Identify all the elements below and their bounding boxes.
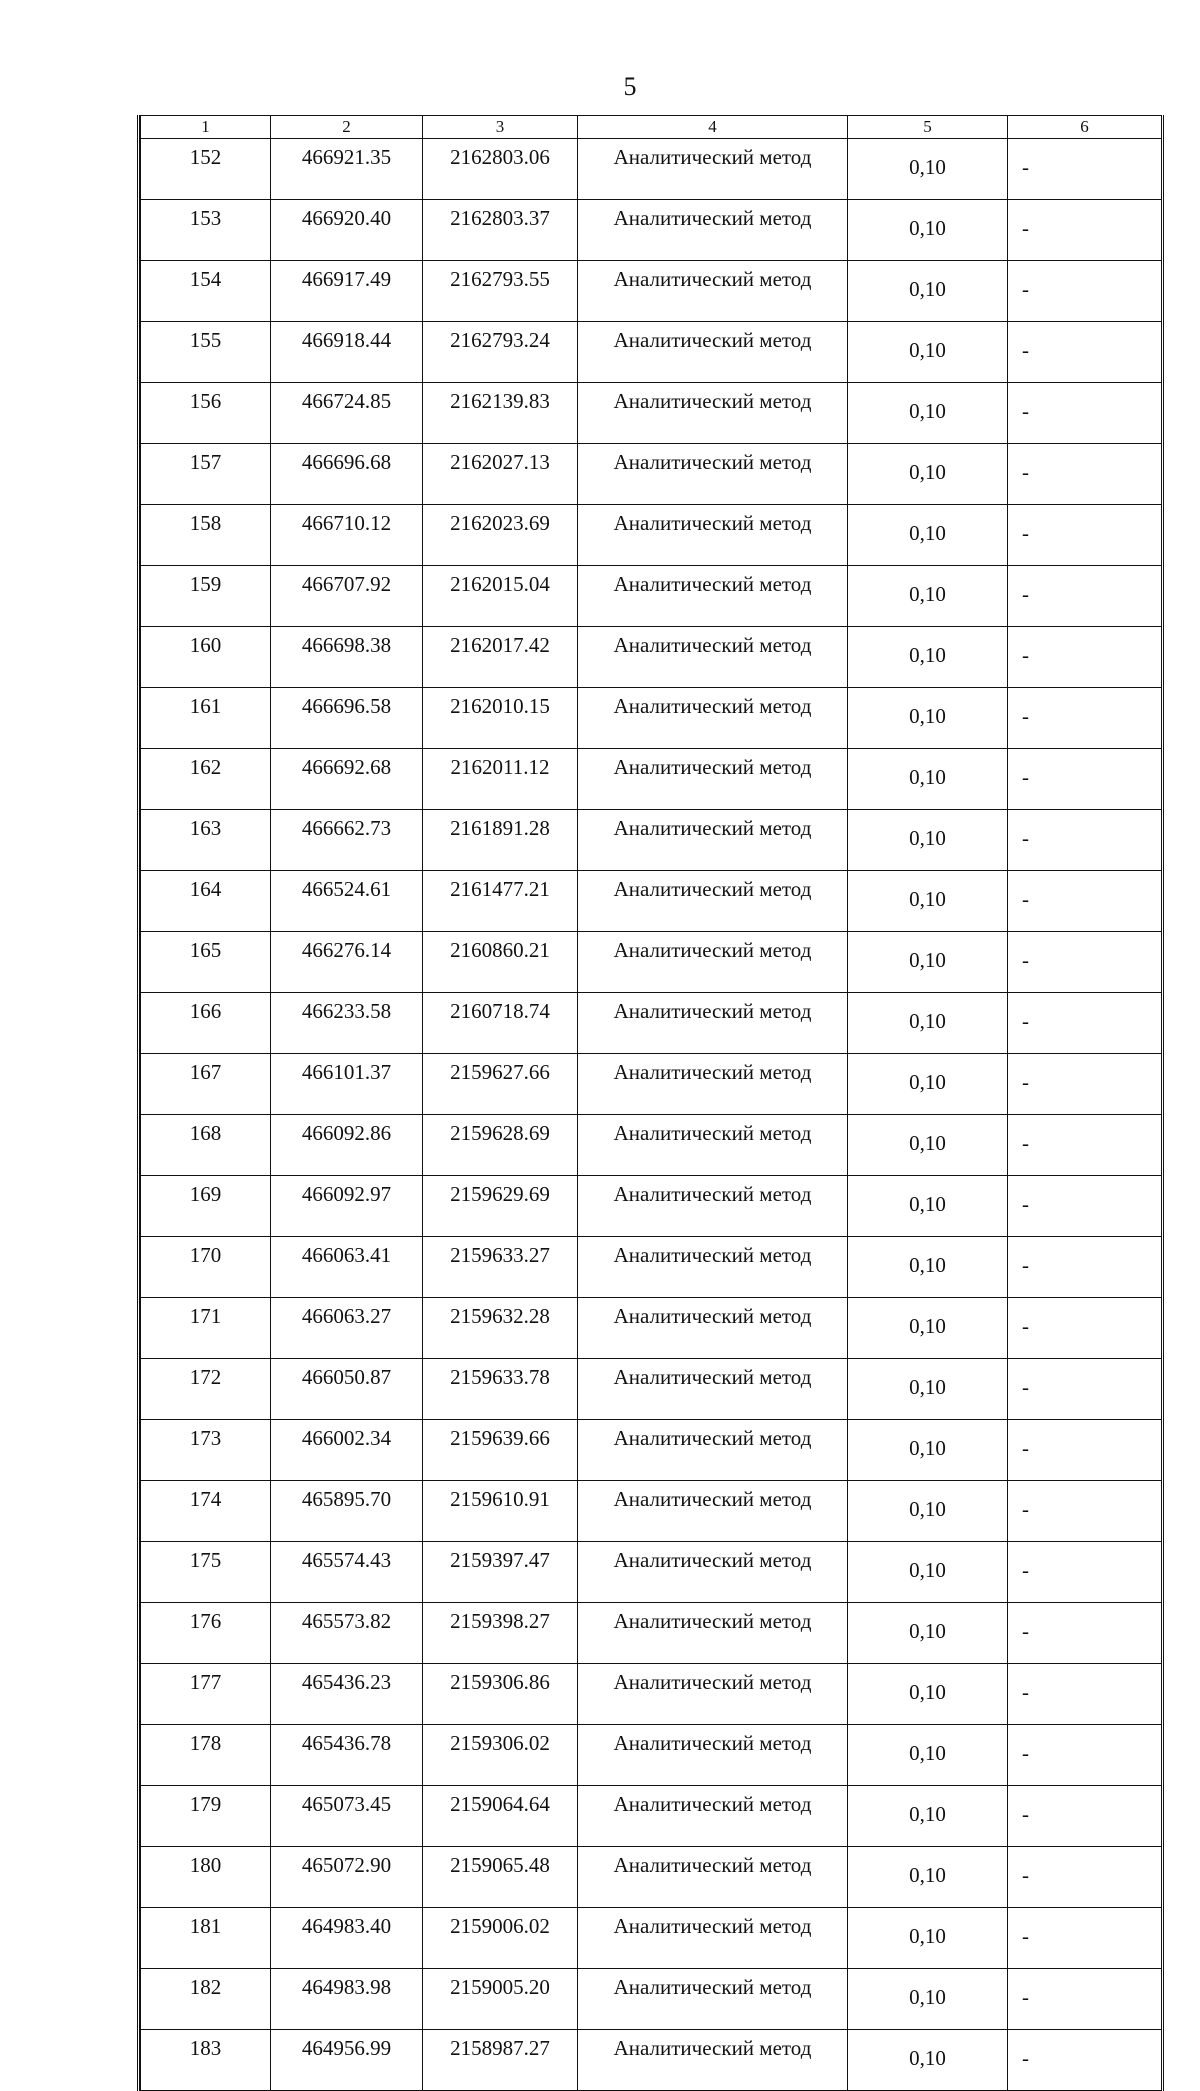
method-cell: Аналитический метод xyxy=(578,1115,848,1176)
x-coordinate-cell: 466092.97 xyxy=(271,1176,423,1237)
x-coordinate-cell: 466276.14 xyxy=(271,932,423,993)
table-row xyxy=(141,1847,1162,1908)
table-row xyxy=(141,1481,1162,1542)
table-row xyxy=(141,871,1162,932)
point-number-cell: 152 xyxy=(141,139,271,200)
point-number-cell: 167 xyxy=(141,1054,271,1115)
table-row xyxy=(141,932,1162,993)
x-coordinate-cell: 466101.37 xyxy=(271,1054,423,1115)
note-cell: - xyxy=(1008,2030,1162,2091)
method-cell: Аналитический метод xyxy=(578,2030,848,2091)
method-cell: Аналитический метод xyxy=(578,1237,848,1298)
table-row xyxy=(141,200,1162,261)
y-coordinate-cell: 2159064.64 xyxy=(423,1786,578,1847)
method-cell: Аналитический метод xyxy=(578,1969,848,2030)
point-number-cell: 162 xyxy=(141,749,271,810)
note-cell: - xyxy=(1008,749,1162,810)
y-coordinate-cell: 2161477.21 xyxy=(423,871,578,932)
point-number-cell: 178 xyxy=(141,1725,271,1786)
x-coordinate-cell: 466092.86 xyxy=(271,1115,423,1176)
x-coordinate-cell: 466698.38 xyxy=(271,627,423,688)
y-coordinate-cell: 2159627.66 xyxy=(423,1054,578,1115)
table-row xyxy=(141,1664,1162,1725)
method-cell: Аналитический метод xyxy=(578,1481,848,1542)
accuracy-cell: 0,10 xyxy=(848,1237,1008,1298)
note-cell: - xyxy=(1008,1481,1162,1542)
note-cell: - xyxy=(1008,1786,1162,1847)
x-coordinate-cell: 465436.23 xyxy=(271,1664,423,1725)
note-cell: - xyxy=(1008,1664,1162,1725)
accuracy-cell: 0,10 xyxy=(848,1664,1008,1725)
y-coordinate-cell: 2159628.69 xyxy=(423,1115,578,1176)
page-number: 5 xyxy=(623,72,637,101)
point-number-cell: 154 xyxy=(141,261,271,322)
accuracy-cell: 0,10 xyxy=(848,810,1008,871)
x-coordinate-cell: 466050.87 xyxy=(271,1359,423,1420)
method-cell: Аналитический метод xyxy=(578,932,848,993)
accuracy-cell: 0,10 xyxy=(848,993,1008,1054)
point-number-cell: 161 xyxy=(141,688,271,749)
accuracy-cell: 0,10 xyxy=(848,688,1008,749)
x-coordinate-cell: 466921.35 xyxy=(271,139,423,200)
table-row xyxy=(141,505,1162,566)
note-cell: - xyxy=(1008,810,1162,871)
table-row xyxy=(141,1603,1162,1664)
accuracy-cell: 0,10 xyxy=(848,1908,1008,1969)
point-number-cell: 168 xyxy=(141,1115,271,1176)
table-row xyxy=(141,749,1162,810)
x-coordinate-cell: 464983.40 xyxy=(271,1908,423,1969)
y-coordinate-cell: 2161891.28 xyxy=(423,810,578,871)
accuracy-cell: 0,10 xyxy=(848,1603,1008,1664)
method-cell: Аналитический метод xyxy=(578,1176,848,1237)
x-coordinate-cell: 465072.90 xyxy=(271,1847,423,1908)
method-cell: Аналитический метод xyxy=(578,322,848,383)
point-number-cell: 158 xyxy=(141,505,271,566)
x-coordinate-cell: 466692.68 xyxy=(271,749,423,810)
header-cell-3: 3 xyxy=(423,116,578,139)
table-row xyxy=(141,1115,1162,1176)
accuracy-cell: 0,10 xyxy=(848,444,1008,505)
method-cell: Аналитический метод xyxy=(578,383,848,444)
coordinates-table-frame xyxy=(137,115,1164,2091)
accuracy-cell: 0,10 xyxy=(848,1969,1008,2030)
point-number-cell: 174 xyxy=(141,1481,271,1542)
accuracy-cell: 0,10 xyxy=(848,1054,1008,1115)
table-row xyxy=(141,1786,1162,1847)
note-cell: - xyxy=(1008,1176,1162,1237)
note-cell: - xyxy=(1008,871,1162,932)
x-coordinate-cell: 465573.82 xyxy=(271,1603,423,1664)
accuracy-cell: 0,10 xyxy=(848,1542,1008,1603)
header-cell-2: 2 xyxy=(271,116,423,139)
accuracy-cell: 0,10 xyxy=(848,1420,1008,1481)
table-row xyxy=(141,444,1162,505)
accuracy-cell: 0,10 xyxy=(848,749,1008,810)
note-cell: - xyxy=(1008,1054,1162,1115)
method-cell: Аналитический метод xyxy=(578,566,848,627)
accuracy-cell: 0,10 xyxy=(848,383,1008,444)
accuracy-cell: 0,10 xyxy=(848,1847,1008,1908)
method-cell: Аналитический метод xyxy=(578,1542,848,1603)
y-coordinate-cell: 2162015.04 xyxy=(423,566,578,627)
note-cell: - xyxy=(1008,444,1162,505)
method-cell: Аналитический метод xyxy=(578,688,848,749)
y-coordinate-cell: 2159629.69 xyxy=(423,1176,578,1237)
table-row xyxy=(141,810,1162,871)
note-cell: - xyxy=(1008,383,1162,444)
method-cell: Аналитический метод xyxy=(578,505,848,566)
x-coordinate-cell: 465436.78 xyxy=(271,1725,423,1786)
y-coordinate-cell: 2159633.78 xyxy=(423,1359,578,1420)
method-cell: Аналитический метод xyxy=(578,993,848,1054)
x-coordinate-cell: 466063.27 xyxy=(271,1298,423,1359)
y-coordinate-cell: 2159006.02 xyxy=(423,1908,578,1969)
y-coordinate-cell: 2160860.21 xyxy=(423,932,578,993)
coordinates-table xyxy=(140,115,1162,2091)
table-row xyxy=(141,1969,1162,2030)
x-coordinate-cell: 466920.40 xyxy=(271,200,423,261)
y-coordinate-cell: 2162793.24 xyxy=(423,322,578,383)
x-coordinate-cell: 466696.58 xyxy=(271,688,423,749)
x-coordinate-cell: 465895.70 xyxy=(271,1481,423,1542)
y-coordinate-cell: 2159610.91 xyxy=(423,1481,578,1542)
accuracy-cell: 0,10 xyxy=(848,1786,1008,1847)
y-coordinate-cell: 2159306.86 xyxy=(423,1664,578,1725)
note-cell: - xyxy=(1008,261,1162,322)
header-cell-1: 1 xyxy=(141,116,271,139)
point-number-cell: 172 xyxy=(141,1359,271,1420)
table-body xyxy=(141,116,1162,2091)
point-number-cell: 153 xyxy=(141,200,271,261)
table-row xyxy=(141,1542,1162,1603)
note-cell: - xyxy=(1008,1420,1162,1481)
point-number-cell: 159 xyxy=(141,566,271,627)
point-number-cell: 176 xyxy=(141,1603,271,1664)
method-cell: Аналитический метод xyxy=(578,1786,848,1847)
header-cell-5: 5 xyxy=(848,116,1008,139)
table-row xyxy=(141,383,1162,444)
accuracy-cell: 0,10 xyxy=(848,1359,1008,1420)
y-coordinate-cell: 2162803.06 xyxy=(423,139,578,200)
x-coordinate-cell: 466696.68 xyxy=(271,444,423,505)
accuracy-cell: 0,10 xyxy=(848,505,1008,566)
point-number-cell: 175 xyxy=(141,1542,271,1603)
method-cell: Аналитический метод xyxy=(578,1603,848,1664)
y-coordinate-cell: 2162793.55 xyxy=(423,261,578,322)
x-coordinate-cell: 466918.44 xyxy=(271,322,423,383)
table-row xyxy=(141,566,1162,627)
header-cell-6: 6 xyxy=(1008,116,1162,139)
y-coordinate-cell: 2160718.74 xyxy=(423,993,578,1054)
header-cell-4: 4 xyxy=(578,116,848,139)
point-number-cell: 157 xyxy=(141,444,271,505)
method-cell: Аналитический метод xyxy=(578,749,848,810)
note-cell: - xyxy=(1008,1237,1162,1298)
y-coordinate-cell: 2159398.27 xyxy=(423,1603,578,1664)
note-cell: - xyxy=(1008,627,1162,688)
y-coordinate-cell: 2159005.20 xyxy=(423,1969,578,2030)
note-cell: - xyxy=(1008,322,1162,383)
point-number-cell: 164 xyxy=(141,871,271,932)
accuracy-cell: 0,10 xyxy=(848,322,1008,383)
method-cell: Аналитический метод xyxy=(578,1420,848,1481)
x-coordinate-cell: 466707.92 xyxy=(271,566,423,627)
table-row xyxy=(141,993,1162,1054)
point-number-cell: 179 xyxy=(141,1786,271,1847)
x-coordinate-cell: 466710.12 xyxy=(271,505,423,566)
point-number-cell: 170 xyxy=(141,1237,271,1298)
point-number-cell: 163 xyxy=(141,810,271,871)
y-coordinate-cell: 2159632.28 xyxy=(423,1298,578,1359)
y-coordinate-cell: 2159397.47 xyxy=(423,1542,578,1603)
x-coordinate-cell: 466917.49 xyxy=(271,261,423,322)
note-cell: - xyxy=(1008,1542,1162,1603)
y-coordinate-cell: 2159633.27 xyxy=(423,1237,578,1298)
note-cell: - xyxy=(1008,139,1162,200)
point-number-cell: 166 xyxy=(141,993,271,1054)
accuracy-cell: 0,10 xyxy=(848,1298,1008,1359)
note-cell: - xyxy=(1008,1847,1162,1908)
point-number-cell: 182 xyxy=(141,1969,271,2030)
point-number-cell: 165 xyxy=(141,932,271,993)
x-coordinate-cell: 466063.41 xyxy=(271,1237,423,1298)
x-coordinate-cell: 466524.61 xyxy=(271,871,423,932)
table-row xyxy=(141,1298,1162,1359)
point-number-cell: 173 xyxy=(141,1420,271,1481)
note-cell: - xyxy=(1008,566,1162,627)
point-number-cell: 155 xyxy=(141,322,271,383)
point-number-cell: 180 xyxy=(141,1847,271,1908)
table-row xyxy=(141,1054,1162,1115)
method-cell: Аналитический метод xyxy=(578,1359,848,1420)
note-cell: - xyxy=(1008,1298,1162,1359)
table-row xyxy=(141,1176,1162,1237)
point-number-cell: 183 xyxy=(141,2030,271,2091)
method-cell: Аналитический метод xyxy=(578,627,848,688)
method-cell: Аналитический метод xyxy=(578,810,848,871)
accuracy-cell: 0,10 xyxy=(848,871,1008,932)
note-cell: - xyxy=(1008,932,1162,993)
note-cell: - xyxy=(1008,1603,1162,1664)
note-cell: - xyxy=(1008,1359,1162,1420)
x-coordinate-cell: 466233.58 xyxy=(271,993,423,1054)
method-cell: Аналитический метод xyxy=(578,139,848,200)
method-cell: Аналитический метод xyxy=(578,444,848,505)
x-coordinate-cell: 465574.43 xyxy=(271,1542,423,1603)
method-cell: Аналитический метод xyxy=(578,200,848,261)
table-row xyxy=(141,1908,1162,1969)
note-cell: - xyxy=(1008,1969,1162,2030)
y-coordinate-cell: 2158987.27 xyxy=(423,2030,578,2091)
method-cell: Аналитический метод xyxy=(578,1054,848,1115)
table-row xyxy=(141,139,1162,200)
accuracy-cell: 0,10 xyxy=(848,932,1008,993)
accuracy-cell: 0,10 xyxy=(848,1176,1008,1237)
accuracy-cell: 0,10 xyxy=(848,139,1008,200)
table-row xyxy=(141,1237,1162,1298)
point-number-cell: 171 xyxy=(141,1298,271,1359)
x-coordinate-cell: 466724.85 xyxy=(271,383,423,444)
point-number-cell: 169 xyxy=(141,1176,271,1237)
x-coordinate-cell: 464983.98 xyxy=(271,1969,423,2030)
accuracy-cell: 0,10 xyxy=(848,1115,1008,1176)
table-row xyxy=(141,1725,1162,1786)
point-number-cell: 160 xyxy=(141,627,271,688)
accuracy-cell: 0,10 xyxy=(848,566,1008,627)
note-cell: - xyxy=(1008,1908,1162,1969)
accuracy-cell: 0,10 xyxy=(848,627,1008,688)
note-cell: - xyxy=(1008,505,1162,566)
accuracy-cell: 0,10 xyxy=(848,2030,1008,2091)
y-coordinate-cell: 2162803.37 xyxy=(423,200,578,261)
method-cell: Аналитический метод xyxy=(578,871,848,932)
accuracy-cell: 0,10 xyxy=(848,1481,1008,1542)
x-coordinate-cell: 466002.34 xyxy=(271,1420,423,1481)
x-coordinate-cell: 465073.45 xyxy=(271,1786,423,1847)
x-coordinate-cell: 466662.73 xyxy=(271,810,423,871)
y-coordinate-cell: 2159065.48 xyxy=(423,1847,578,1908)
table-row xyxy=(141,1420,1162,1481)
y-coordinate-cell: 2162010.15 xyxy=(423,688,578,749)
y-coordinate-cell: 2162139.83 xyxy=(423,383,578,444)
method-cell: Аналитический метод xyxy=(578,1908,848,1969)
table-row xyxy=(141,322,1162,383)
y-coordinate-cell: 2162023.69 xyxy=(423,505,578,566)
x-coordinate-cell: 464956.99 xyxy=(271,2030,423,2091)
note-cell: - xyxy=(1008,993,1162,1054)
note-cell: - xyxy=(1008,1115,1162,1176)
accuracy-cell: 0,10 xyxy=(848,261,1008,322)
point-number-cell: 181 xyxy=(141,1908,271,1969)
table-row xyxy=(141,1359,1162,1420)
table-row xyxy=(141,2030,1162,2091)
y-coordinate-cell: 2162027.13 xyxy=(423,444,578,505)
accuracy-cell: 0,10 xyxy=(848,1725,1008,1786)
y-coordinate-cell: 2162017.42 xyxy=(423,627,578,688)
table-row xyxy=(141,261,1162,322)
table-header-row xyxy=(141,116,1162,139)
point-number-cell: 177 xyxy=(141,1664,271,1725)
y-coordinate-cell: 2159306.02 xyxy=(423,1725,578,1786)
method-cell: Аналитический метод xyxy=(578,1847,848,1908)
method-cell: Аналитический метод xyxy=(578,1725,848,1786)
note-cell: - xyxy=(1008,688,1162,749)
y-coordinate-cell: 2162011.12 xyxy=(423,749,578,810)
table-row xyxy=(141,688,1162,749)
note-cell: - xyxy=(1008,200,1162,261)
method-cell: Аналитический метод xyxy=(578,261,848,322)
point-number-cell: 156 xyxy=(141,383,271,444)
note-cell: - xyxy=(1008,1725,1162,1786)
method-cell: Аналитический метод xyxy=(578,1664,848,1725)
y-coordinate-cell: 2159639.66 xyxy=(423,1420,578,1481)
method-cell: Аналитический метод xyxy=(578,1298,848,1359)
accuracy-cell: 0,10 xyxy=(848,200,1008,261)
table-row xyxy=(141,627,1162,688)
